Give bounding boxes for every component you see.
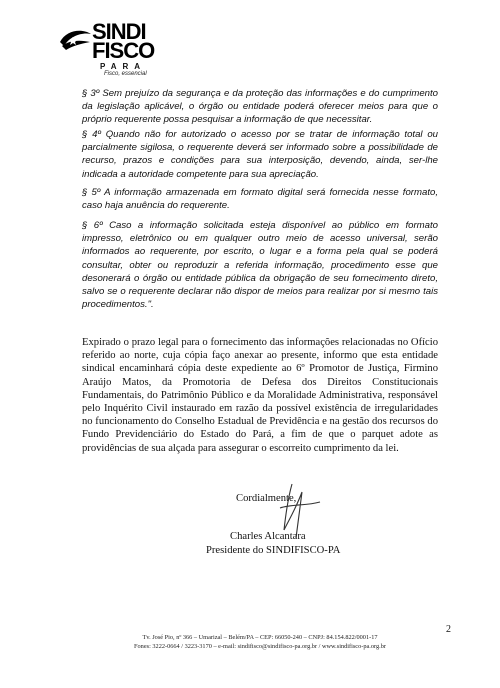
logo-wordmark — [92, 19, 155, 63]
paragraph-3: § 3º Sem prejuízo da segurança e da proteção das informações e do cumprimento da legislação aplicável, o órgão ou entidade poderá oferecer meios para que o próprio requerente possa pesquisar a informação de que necessitar. — [82, 88, 438, 126]
signer-name: Charles Alcantara — [230, 531, 306, 542]
footer-contact: Fones: 3222-0664 / 3223-3170 – e-mail: sindifisco@sindifisco-pa.org.br / www.sindifisco-pa.org.br — [134, 643, 386, 650]
closing-salutation: Cordialmente, — [236, 493, 297, 504]
sindifisco-logo — [58, 19, 198, 80]
logo-para: PARA — [100, 62, 147, 71]
page-number: 2 — [446, 624, 451, 635]
logo-tagline: Fisco, essencial — [104, 71, 147, 77]
letterhead-footer — [70, 633, 450, 651]
main-paragraph: Expirado o prazo legal para o fornecimento das informações relacionadas no Ofício referido ao norte, cuja cópia faço anexar ao presente, informo que esta entidade sindical encaminhará cópia deste expediente ao 6º Promotor de Justiça, Firmino Araújo Matos, da Promotoria de Defesa dos Direitos Constitucionais Fundamentais, do Patrimônio Público e da Moralidade Administrativa, responsável pelo Inquérito Civil instaurado em razão da possível existência de irregularidades no funcionamento do Conselho Estadual de Previdência e na gestão dos recursos do Fundo Previdenciário do Estado do Pará, a fim de que o parquet adote as providências de sua alçada para assegurar o escorreito cumprimento da lei. — [82, 337, 438, 454]
logo-swoosh-icon — [58, 28, 92, 50]
logo-line-2: FISCO — [92, 38, 155, 63]
paragraph-5: § 5º A informação armazenada em formato digital será fornecida nesse formato, caso haja anuência do requerente. — [82, 187, 438, 212]
footer-address: Tv. José Pio, nº 366 – Umarizal – Belém/PA – CEP: 66050-240 – CNPJ: 84.154.822/0001-17 — [142, 634, 378, 641]
paragraph-6: § 6º Caso a informação solicitada esteja disponível ao público em formato impresso, eletrônico ou em qualquer outro meio de acesso universal, serão informados ao requerente, por escrito, o lugar e a forma pela qual se poderá consultar, obter ou reproduzir a referida informação, procedimento esse que desonerará o órgão ou entidade pública da obrigação de seu fornecimento direto, salvo se o requerente declarar não dispor de meios para realizar por si mesmo tais procedimentos.". — [82, 220, 438, 311]
signer-role: Presidente do SINDIFISCO-PA — [206, 545, 341, 556]
paragraph-4: § 4º Quando não for autorizado o acesso por se tratar de informação total ou parcialmente sigilosa, o requerente deverá ser informado sobre a possibilidade de recurso, prazos e condições para sua interposição, devendo, ainda, ser-lhe indicada a autoridade competente para sua apreciação. — [82, 129, 438, 180]
logo-line-1: SINDI — [92, 19, 146, 44]
